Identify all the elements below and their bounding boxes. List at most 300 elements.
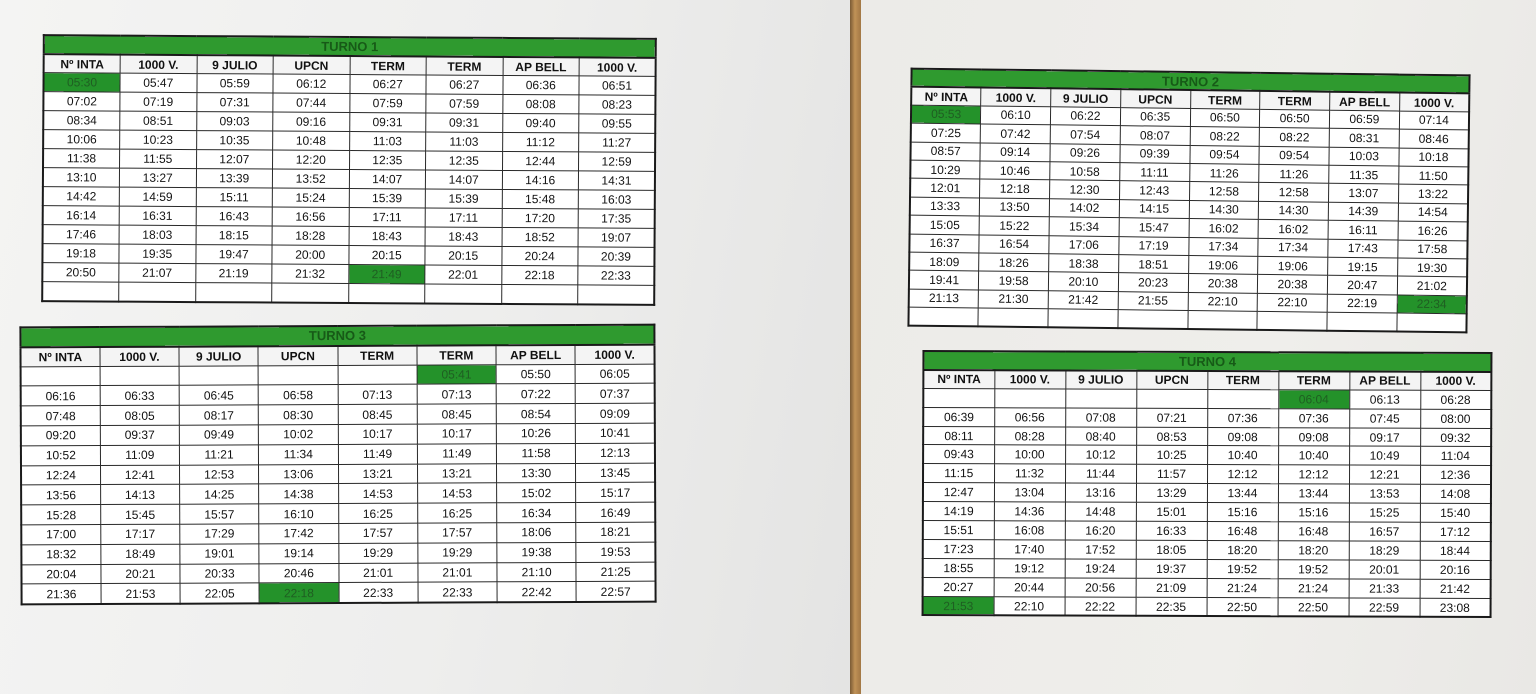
time-cell: 11:50 [1398, 166, 1468, 185]
time-cell: 18:32 [21, 544, 100, 564]
time-cell: 14:13 [100, 485, 179, 505]
time-cell: 14:42 [43, 187, 120, 206]
time-cell: 12:30 [1050, 180, 1120, 199]
time-cell: 21:30 [978, 290, 1048, 309]
time-cell: 15:39 [425, 189, 502, 208]
time-cell: 19:41 [909, 270, 979, 289]
time-cell: 15:11 [196, 188, 273, 207]
time-cell: 19:29 [338, 543, 417, 563]
time-cell: 22:42 [497, 582, 576, 603]
time-cell: 18:38 [1049, 254, 1119, 273]
time-cell: 14:19 [923, 502, 994, 521]
time-cell: 18:15 [196, 226, 273, 245]
time-cell: 06:45 [179, 385, 258, 405]
time-cell: 13:33 [910, 197, 980, 216]
column-header: Nº INTA [911, 87, 981, 106]
time-cell: 17:34 [1258, 238, 1328, 257]
time-cell: 07:21 [1136, 408, 1207, 427]
time-cell: 13:52 [272, 169, 349, 188]
time-cell: 11:57 [1136, 465, 1207, 484]
time-cell: 11:49 [338, 444, 417, 464]
time-cell: 15:24 [272, 188, 349, 207]
time-cell: 10:18 [1399, 148, 1469, 167]
time-cell: 09:16 [273, 112, 350, 131]
time-cell: 13:30 [496, 463, 575, 483]
time-cell: 22:19 [1327, 294, 1397, 313]
table-row [923, 483, 1491, 504]
time-cell: 12:35 [349, 151, 426, 170]
time-cell: 11:04 [1420, 447, 1491, 466]
time-cell: 09:54 [1189, 145, 1259, 164]
time-cell: 16:11 [1328, 220, 1398, 239]
time-cell: 22:10 [994, 596, 1065, 616]
turno-schedule-table [19, 324, 656, 606]
time-cell: 18:51 [1118, 255, 1188, 274]
time-cell: 13:22 [1398, 184, 1468, 203]
time-cell: 11:34 [259, 444, 338, 464]
highlighted-time-cell: 21:53 [923, 596, 994, 616]
time-cell: 14:07 [425, 170, 502, 189]
time-cell: 22:22 [1065, 597, 1136, 617]
time-cell: 12:59 [578, 152, 655, 171]
time-cell: 20:27 [923, 577, 994, 596]
time-cell: 16:02 [1258, 219, 1328, 238]
time-cell: 21:33 [1349, 579, 1420, 598]
time-cell: 20:39 [578, 247, 655, 266]
time-cell: 14:30 [1189, 200, 1259, 219]
time-cell: 12:43 [1119, 181, 1189, 200]
time-cell: 19:24 [1065, 559, 1136, 578]
time-cell: 07:44 [273, 93, 350, 112]
time-cell: 09:31 [349, 113, 426, 132]
time-cell: 10:58 [1050, 162, 1120, 181]
column-header: TERM [1260, 91, 1330, 110]
time-cell: 21:42 [1420, 579, 1491, 598]
time-cell: 09:43 [923, 445, 994, 464]
time-cell: 07:25 [911, 123, 981, 142]
table-row [21, 364, 655, 387]
time-cell: 12:12 [1207, 465, 1278, 484]
time-cell: 20:33 [180, 563, 259, 583]
time-cell: 12:36 [1420, 466, 1491, 485]
time-cell: 12:58 [1189, 182, 1259, 201]
time-cell: 19:35 [119, 244, 196, 263]
turno-schedule-table [41, 34, 657, 306]
time-cell: 06:36 [502, 75, 579, 94]
time-cell: 10:03 [1329, 147, 1399, 166]
time-cell: 14:02 [1049, 199, 1119, 218]
time-cell: 10:52 [21, 445, 100, 465]
time-cell: 15:40 [1420, 503, 1491, 522]
table-row [21, 542, 655, 565]
time-cell: 19:06 [1188, 255, 1258, 274]
time-cell: 23:08 [1420, 598, 1491, 618]
time-cell: 18:09 [909, 252, 979, 271]
time-cell: 16:49 [576, 502, 655, 522]
time-cell: 11:38 [43, 149, 120, 168]
time-cell: 09:08 [1278, 427, 1349, 446]
time-cell: 17:42 [259, 523, 338, 543]
turno-title: TURNO 1 [44, 35, 656, 58]
time-cell [923, 388, 994, 407]
time-cell: 08:11 [923, 426, 994, 445]
time-cell: 07:19 [120, 92, 197, 111]
time-cell: 09:54 [1259, 146, 1329, 165]
time-cell: 19:12 [994, 559, 1065, 578]
time-cell: 20:50 [42, 263, 119, 282]
time-cell: 07:31 [196, 93, 273, 112]
table-row [923, 558, 1491, 579]
time-cell: 17:20 [502, 208, 579, 227]
time-cell: 11:03 [426, 132, 503, 151]
table-row [21, 502, 655, 525]
time-cell: 08:00 [1420, 409, 1491, 428]
time-cell: 15:48 [502, 189, 579, 208]
time-cell: 13:50 [980, 198, 1050, 217]
time-cell: 09:32 [1420, 428, 1491, 447]
turno-schedule-table [922, 350, 1493, 618]
time-cell: 10:00 [994, 445, 1065, 464]
time-cell: 15:01 [1136, 502, 1207, 521]
time-cell: 07:59 [426, 94, 503, 113]
time-cell: 08:17 [179, 405, 258, 425]
time-cell: 11:35 [1329, 165, 1399, 184]
time-cell: 14:53 [338, 484, 417, 504]
time-cell: 07:36 [1207, 408, 1278, 427]
time-cell: 15:16 [1278, 503, 1349, 522]
time-cell: 19:15 [1328, 257, 1398, 276]
column-header: 9 JULIO [1051, 89, 1121, 108]
time-cell: 10:41 [576, 423, 655, 443]
time-cell: 15:28 [21, 505, 100, 525]
time-cell: 05:47 [120, 73, 197, 92]
time-cell: 10:17 [338, 424, 417, 444]
time-cell: 07:45 [1349, 409, 1420, 428]
time-cell: 21:13 [909, 289, 979, 308]
time-cell: 06:22 [1050, 107, 1120, 126]
time-cell: 19:47 [195, 245, 272, 264]
time-cell: 19:07 [578, 228, 655, 247]
time-cell: 16:33 [1136, 521, 1207, 540]
time-cell: 16:26 [1398, 221, 1468, 240]
time-cell: 20:24 [501, 246, 578, 265]
time-cell: 17:11 [425, 208, 502, 227]
time-cell: 17:58 [1398, 240, 1468, 259]
time-cell: 07:37 [575, 384, 654, 404]
time-cell: 06:16 [21, 386, 100, 406]
time-cell: 05:50 [496, 364, 575, 384]
time-cell: 17:29 [180, 524, 259, 544]
time-cell: 07:14 [1399, 111, 1469, 130]
time-cell: 10:29 [910, 160, 980, 179]
table-row [21, 482, 655, 505]
turno-4-table [922, 350, 1493, 618]
time-cell: 20:15 [348, 245, 425, 264]
time-cell: 20:00 [272, 245, 349, 264]
time-cell: 13:56 [21, 485, 100, 505]
time-cell: 16:08 [994, 521, 1065, 540]
column-header: TERM [350, 56, 427, 75]
time-cell: 07:48 [21, 406, 100, 426]
time-cell: 16:14 [43, 206, 120, 225]
time-cell: 15:39 [349, 188, 426, 207]
time-cell: 07:02 [43, 92, 120, 111]
time-cell: 12:20 [273, 150, 350, 169]
time-cell: 20:15 [425, 246, 502, 265]
time-cell [272, 283, 349, 303]
time-cell: 19:06 [1258, 256, 1328, 275]
time-cell: 20:16 [1420, 560, 1491, 579]
time-cell: 08:31 [1329, 128, 1399, 147]
time-cell: 12:53 [179, 464, 258, 484]
time-cell: 07:36 [1278, 408, 1349, 427]
time-cell: 06:27 [426, 75, 503, 94]
time-cell: 19:38 [497, 542, 576, 562]
time-cell: 12:07 [196, 150, 273, 169]
time-cell: 08:45 [417, 404, 496, 424]
time-cell: 18:20 [1278, 541, 1349, 560]
turno-1-table [41, 34, 657, 306]
time-cell: 21:53 [101, 584, 180, 605]
time-cell: 22:33 [578, 266, 655, 285]
column-header: 9 JULIO [197, 55, 274, 74]
time-cell: 14:59 [119, 187, 196, 206]
time-cell: 21:01 [338, 563, 417, 583]
time-cell: 10:35 [196, 131, 273, 150]
time-cell: 06:58 [258, 385, 337, 405]
time-cell [348, 283, 425, 303]
table-row [21, 443, 655, 466]
time-cell: 18:44 [1420, 541, 1491, 560]
time-cell [425, 284, 502, 304]
time-cell: 18:55 [923, 558, 994, 577]
table-row [923, 577, 1491, 598]
time-cell: 15:57 [180, 504, 259, 524]
time-cell: 19:52 [1278, 560, 1349, 579]
time-cell: 16:02 [1189, 219, 1259, 238]
time-cell: 16:54 [979, 234, 1049, 253]
time-cell [195, 283, 272, 303]
column-header: TERM [1190, 90, 1260, 109]
time-cell: 09:17 [1349, 428, 1420, 447]
time-cell [21, 366, 100, 386]
time-cell: 11:26 [1189, 163, 1259, 182]
time-cell: 10:26 [496, 423, 575, 443]
time-cell: 11:03 [349, 132, 426, 151]
time-cell: 16:56 [272, 207, 349, 226]
time-cell: 10:02 [259, 424, 338, 444]
time-cell: 17:23 [923, 539, 994, 558]
time-cell: 18:28 [272, 226, 349, 245]
time-cell: 09:09 [575, 403, 654, 423]
time-cell: 15:51 [923, 521, 994, 540]
time-cell: 09:03 [196, 112, 273, 131]
time-cell [1257, 311, 1327, 331]
time-cell: 14:39 [1328, 202, 1398, 221]
time-cell: 08:57 [910, 142, 980, 161]
table-row [21, 562, 655, 585]
time-cell: 19:52 [1207, 559, 1278, 578]
column-header: 1000 V. [120, 55, 197, 74]
time-cell: 19:53 [576, 542, 655, 562]
time-cell: 10:06 [43, 130, 120, 149]
time-cell: 18:49 [101, 544, 180, 564]
time-cell: 17:06 [1049, 235, 1119, 254]
time-cell [179, 365, 258, 385]
time-cell: 13:10 [43, 168, 120, 187]
time-cell: 07:13 [338, 385, 417, 405]
time-cell: 13:07 [1328, 184, 1398, 203]
time-cell: 12:44 [502, 151, 579, 170]
column-header: TERM [337, 345, 416, 365]
column-header: 9 JULIO [179, 346, 258, 366]
column-header: UPCN [258, 346, 337, 366]
time-cell: 16:48 [1278, 522, 1349, 541]
time-cell: 17:17 [101, 524, 180, 544]
time-cell: 06:10 [981, 106, 1051, 125]
time-cell: 20:47 [1327, 275, 1397, 294]
column-header: 1000 V. [1399, 93, 1469, 112]
time-cell: 13:06 [259, 464, 338, 484]
time-cell: 11:27 [579, 133, 656, 152]
column-header: Nº INTA [44, 54, 121, 73]
time-cell: 17:19 [1119, 236, 1189, 255]
time-cell: 16:34 [497, 503, 576, 523]
time-cell: 13:21 [417, 463, 496, 483]
time-cell: 09:14 [980, 143, 1050, 162]
time-cell: 21:07 [119, 263, 196, 282]
time-cell: 13:29 [1136, 483, 1207, 502]
time-cell: 11:58 [496, 443, 575, 463]
time-cell: 15:16 [1207, 503, 1278, 522]
time-cell: 18:29 [1349, 541, 1420, 560]
time-cell: 18:20 [1207, 540, 1278, 559]
time-cell: 13:45 [576, 463, 655, 483]
time-cell: 22:50 [1207, 597, 1278, 617]
column-header: UPCN [1120, 90, 1190, 109]
table-row [42, 282, 654, 305]
time-cell: 15:45 [100, 504, 179, 524]
time-cell: 11:49 [417, 444, 496, 464]
time-cell: 17:43 [1328, 239, 1398, 258]
column-header: 1000 V. [994, 370, 1065, 389]
time-cell: 13:53 [1349, 484, 1420, 503]
time-cell: 09:40 [502, 113, 579, 132]
column-header: Nº INTA [923, 370, 994, 389]
column-header: TERM [417, 345, 496, 365]
column-header: Nº INTA [20, 347, 99, 367]
turno-schedule-table [907, 68, 1470, 334]
column-header: 1000 V. [100, 346, 179, 366]
time-cell: 16:20 [1065, 521, 1136, 540]
time-cell: 09:37 [100, 425, 179, 445]
time-cell [100, 366, 179, 386]
time-cell: 14:15 [1119, 199, 1189, 218]
time-cell: 16:10 [259, 504, 338, 524]
highlighted-time-cell: 22:18 [259, 583, 338, 604]
time-cell: 20:01 [1349, 560, 1420, 579]
time-cell: 22:10 [1257, 293, 1327, 312]
time-cell: 11:32 [994, 464, 1065, 483]
time-cell [338, 365, 417, 385]
time-cell: 21:10 [497, 562, 576, 582]
time-cell [994, 389, 1065, 408]
time-cell: 15:22 [979, 216, 1049, 235]
time-cell [578, 285, 655, 305]
time-cell: 06:59 [1329, 110, 1399, 129]
time-cell: 21:24 [1278, 578, 1349, 597]
table-row [923, 539, 1491, 560]
table-row [923, 502, 1491, 523]
column-header: 1000 V. [1420, 372, 1491, 391]
table-row [21, 384, 655, 407]
turno-3-table [19, 324, 656, 606]
time-cell: 08:53 [1136, 427, 1207, 446]
time-cell: 07:22 [496, 384, 575, 404]
time-cell: 06:35 [1120, 107, 1190, 126]
time-cell: 12:21 [1349, 465, 1420, 484]
time-cell: 06:12 [273, 74, 350, 93]
time-cell: 14:48 [1065, 502, 1136, 521]
time-cell: 13:27 [119, 168, 196, 187]
turno-2-table [907, 68, 1470, 334]
time-cell: 11:11 [1119, 163, 1189, 182]
time-cell: 10:49 [1349, 446, 1420, 465]
time-cell: 13:21 [338, 464, 417, 484]
time-cell: 21:25 [576, 562, 655, 582]
time-cell [1048, 309, 1118, 329]
highlighted-time-cell: 06:04 [1278, 390, 1349, 409]
time-cell: 08:45 [338, 404, 417, 424]
time-cell: 18:06 [497, 522, 576, 542]
time-cell: 17:35 [578, 209, 655, 228]
time-cell: 14:53 [417, 483, 496, 503]
time-cell: 21:02 [1397, 276, 1467, 295]
time-cell: 11:12 [502, 132, 579, 151]
time-cell: 19:18 [42, 244, 119, 263]
column-header: TERM [1207, 371, 1278, 390]
time-cell: 08:05 [100, 405, 179, 425]
time-cell: 10:46 [980, 161, 1050, 180]
time-cell: 20:56 [1065, 578, 1136, 597]
time-cell: 10:17 [417, 424, 496, 444]
column-header: 1000 V. [981, 88, 1051, 107]
time-cell: 18:43 [349, 226, 426, 245]
time-cell: 21:42 [1048, 290, 1118, 309]
time-cell: 10:40 [1207, 446, 1278, 465]
column-header: UPCN [1136, 371, 1207, 390]
time-cell [978, 308, 1048, 328]
time-cell [1207, 389, 1278, 408]
time-cell: 22:18 [501, 265, 578, 284]
turno-title: TURNO 4 [923, 351, 1491, 372]
table-row [923, 426, 1491, 447]
time-cell: 11:15 [923, 464, 994, 483]
column-header: AP BELL [503, 57, 580, 76]
time-cell [1065, 389, 1136, 408]
column-header: AP BELL [1330, 92, 1400, 111]
time-cell: 17:57 [418, 523, 497, 543]
time-cell: 15:17 [576, 482, 655, 502]
time-cell: 20:04 [21, 564, 100, 584]
time-cell: 15:34 [1049, 217, 1119, 236]
time-cell: 18:03 [119, 225, 196, 244]
column-header: 1000 V. [575, 344, 654, 364]
time-cell: 09:39 [1120, 144, 1190, 163]
column-header: AP BELL [1349, 371, 1420, 390]
table-row [923, 464, 1491, 485]
time-cell: 09:49 [179, 425, 258, 445]
